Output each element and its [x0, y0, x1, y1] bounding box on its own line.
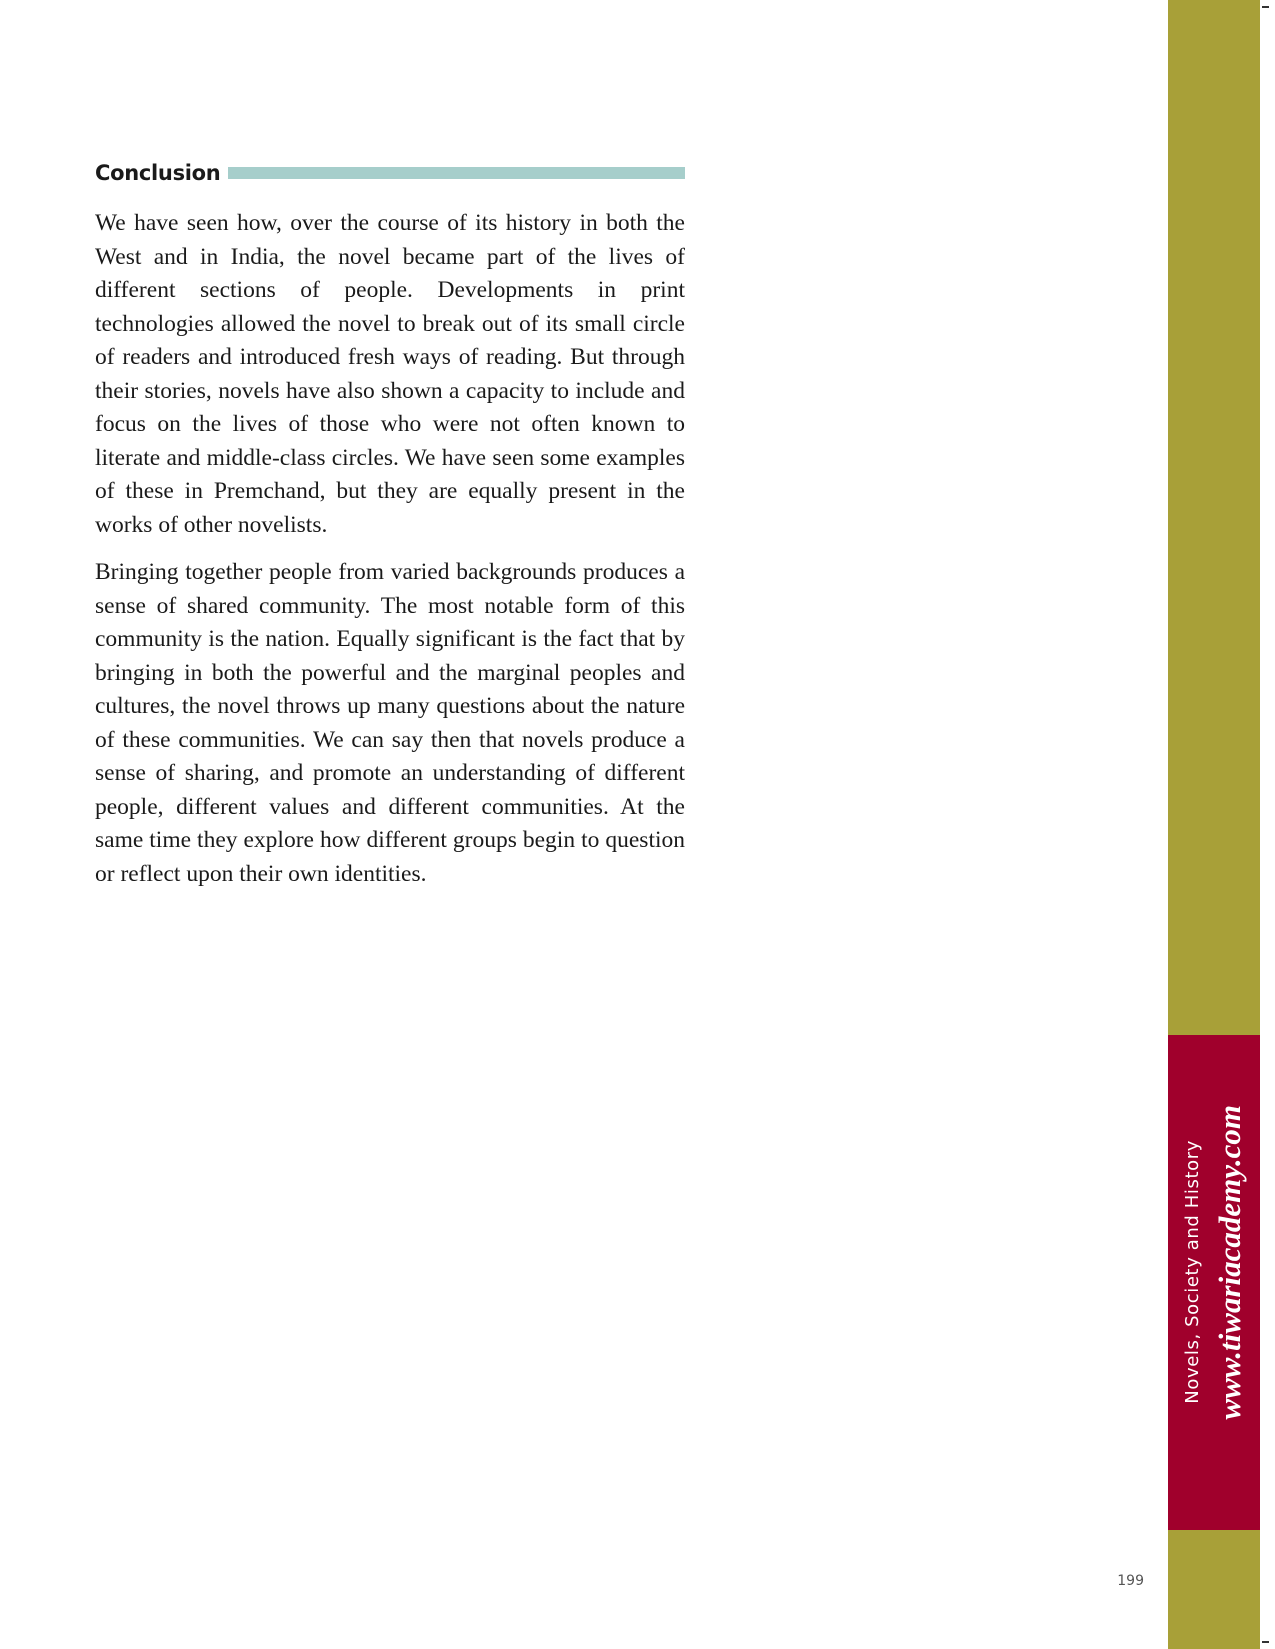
book-title: Novels, Society and History	[1182, 1140, 1203, 1404]
body-text	[95, 207, 685, 905]
paragraph: We have seen how, over the course of its history in both the West and in India, the novel became part of the lives of different sections of people. Developments in print technologies allowed the novel to break out of its small circle of readers and introduced fresh ways of reading. But through their stories, novels have also shown a capacity to include and focus on the lives of those who were not often known to literate and middle-class circles. We have seen some examples of these in Premchand, but they are equally present in the works of other novelists.	[95, 210, 685, 538]
crop-mark-top	[1262, 6, 1269, 8]
section-heading: Conclusion	[95, 161, 221, 185]
sidebar-text-container	[1168, 1035, 1260, 1530]
heading-accent-bar	[228, 167, 685, 179]
page-number: 199	[1117, 1573, 1144, 1589]
section-heading-row	[95, 158, 685, 188]
paragraph: Bringing together people from varied backgrounds produces a sense of shared community. The most notable form of this community is the nation. Equally significant is the fact that by bringing in both the powerful and the marginal peoples and cultures, the novel throws up many questions about the nature of these communities. We can say then that novels produce a sense of sharing, and promote an understanding of different people, different values and different communities. At the same time they explore how different groups begin to question or reflect upon their own identities.	[95, 559, 685, 887]
crop-mark-bottom	[1262, 1641, 1269, 1643]
watermark-url: www.tiwariacademy.com	[1212, 1105, 1247, 1420]
